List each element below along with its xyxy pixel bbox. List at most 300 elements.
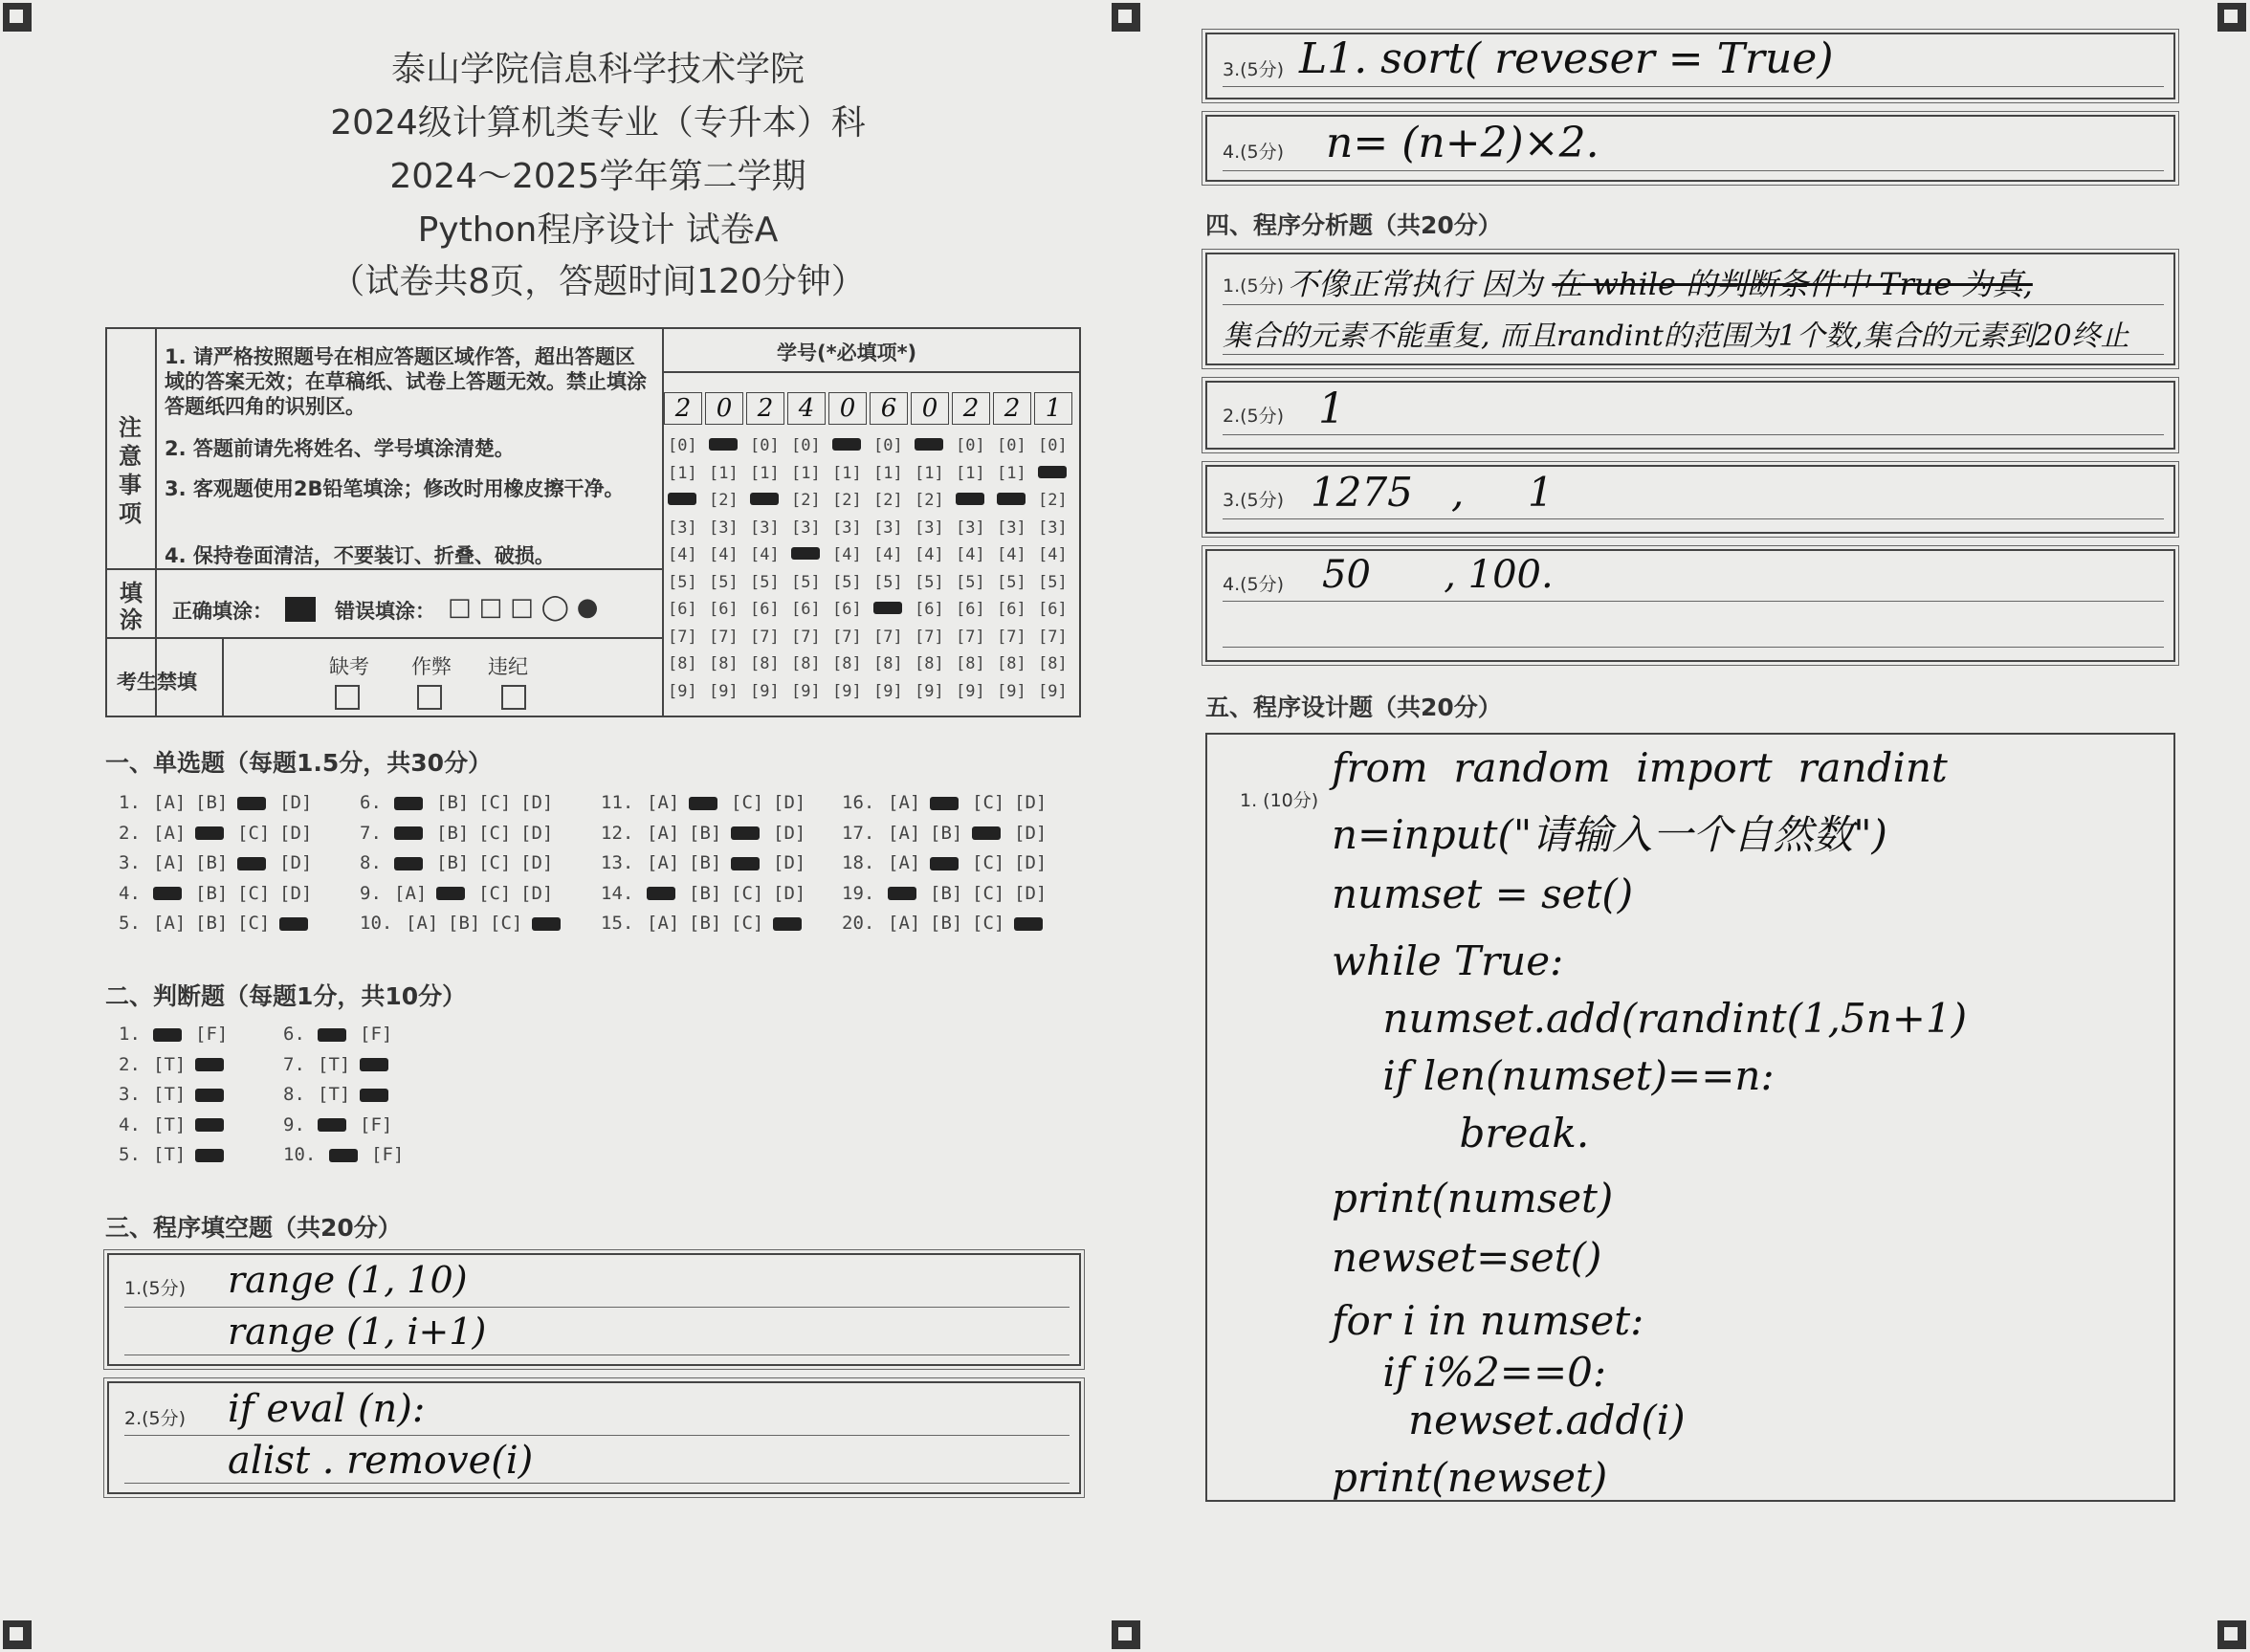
answer-bubble-filled[interactable] bbox=[195, 1058, 224, 1071]
school-title: 泰山学院信息科学技术学院 bbox=[390, 50, 805, 89]
student-id-bubble[interactable]: [6] bbox=[915, 600, 944, 619]
student-id-bubble[interactable]: [5] bbox=[1038, 572, 1068, 592]
answer-bubble[interactable]: [F] bbox=[195, 1024, 229, 1045]
code-line-2: n=input("请输入一个自然数") bbox=[1332, 811, 1887, 858]
answer-bubble[interactable]: [T] bbox=[153, 1113, 187, 1135]
notice-item-3: 3. 客观题使用2B铅笔填涂；修改时用橡皮擦干净。 bbox=[165, 477, 625, 500]
student-id-bubble[interactable]: [5] bbox=[956, 572, 985, 592]
student-id-bubble[interactable]: [7] bbox=[709, 627, 739, 647]
answer-bubble-filled[interactable] bbox=[930, 797, 959, 810]
answer-bubble[interactable]: [C] bbox=[237, 913, 271, 934]
answer-bubble[interactable]: [C] bbox=[731, 882, 764, 904]
answer-bubble[interactable]: [A] bbox=[406, 913, 439, 934]
student-id-column-7[interactable] bbox=[915, 436, 944, 709]
code-line-3: numset = set() bbox=[1332, 870, 1634, 917]
answer-bubble[interactable]: [B] bbox=[195, 792, 229, 813]
single-choice-q9[interactable]: 9. [A] [C] [D] bbox=[360, 882, 554, 904]
student-id-bubble[interactable]: [7] bbox=[832, 627, 862, 647]
corner-marker-top-center bbox=[1112, 3, 1140, 32]
fill-blank-box-3 bbox=[1205, 33, 2175, 99]
answer-bubble[interactable]: [C] bbox=[972, 792, 1005, 813]
answer-bubble-filled[interactable] bbox=[1014, 917, 1043, 931]
student-id-bubble[interactable]: [5] bbox=[832, 572, 862, 592]
answer-bubble[interactable]: [T] bbox=[318, 1084, 351, 1105]
answer-bubble[interactable]: [D] bbox=[1014, 792, 1048, 813]
student-id-bubble[interactable]: [8] bbox=[709, 654, 739, 673]
answer-bubble[interactable]: [B] bbox=[436, 822, 470, 844]
student-id-column-5[interactable] bbox=[832, 436, 862, 709]
student-id-bubble[interactable]: [9] bbox=[997, 681, 1026, 701]
answer-bubble[interactable]: [T] bbox=[153, 1084, 187, 1105]
answer-bubble-filled[interactable] bbox=[394, 857, 423, 870]
student-id-bubble[interactable]: [5] bbox=[873, 572, 903, 592]
answer-bubble-filled[interactable] bbox=[195, 1089, 224, 1102]
answer-bubble[interactable]: [D] bbox=[773, 852, 806, 873]
student-id-bubble[interactable]: [4] bbox=[873, 545, 903, 564]
analysis-label-1: 1.(5分) bbox=[1223, 275, 1285, 297]
student-id-bubble[interactable]: [3] bbox=[668, 518, 697, 538]
answer-bubble[interactable]: [C] bbox=[237, 822, 271, 844]
answer-bubble[interactable]: [A] bbox=[394, 882, 428, 904]
student-id-bubble[interactable]: [6] bbox=[997, 600, 1026, 619]
student-id-column-9[interactable] bbox=[997, 436, 1026, 709]
student-id-bubble[interactable]: [4] bbox=[668, 545, 697, 564]
answer-bubble[interactable]: [A] bbox=[153, 822, 187, 844]
answer-bubble-filled[interactable] bbox=[329, 1149, 358, 1162]
true-false-q7[interactable]: 7. [T] bbox=[283, 1054, 402, 1075]
student-id-bubble-filled[interactable] bbox=[873, 602, 902, 614]
answer-bubble[interactable]: [B] bbox=[930, 913, 963, 934]
answer-bubble-filled[interactable] bbox=[532, 917, 561, 931]
student-id-bubble-filled[interactable] bbox=[832, 438, 861, 451]
answer-bubble[interactable]: [D] bbox=[279, 792, 313, 813]
student-id-bubble[interactable]: [1] bbox=[873, 463, 903, 483]
student-id-bubble[interactable]: [3] bbox=[1038, 518, 1068, 538]
student-id-bubble-filled[interactable] bbox=[915, 438, 943, 451]
student-id-bubble[interactable]: [7] bbox=[1038, 627, 1068, 647]
single-choice-q8[interactable]: 8. [B] [C] [D] bbox=[360, 852, 554, 873]
fill-blank-box-2 bbox=[107, 1381, 1081, 1494]
student-id-bubble[interactable]: [4] bbox=[832, 545, 862, 564]
student-id-bubble[interactable]: [3] bbox=[709, 518, 739, 538]
answer-bubble-filled[interactable] bbox=[195, 826, 224, 840]
student-id-bubble[interactable]: [1] bbox=[915, 463, 944, 483]
student-id-column-1[interactable] bbox=[668, 436, 697, 709]
analysis-box-4 bbox=[1205, 549, 2175, 662]
single-choice-q6[interactable]: 6. [B] [C] [D] bbox=[360, 792, 554, 813]
fill-blank-label-2: 2.(5分) bbox=[124, 1408, 187, 1429]
student-id-bubble[interactable]: [1] bbox=[709, 463, 739, 483]
answer-bubble[interactable]: [C] bbox=[478, 882, 512, 904]
answer-bubble-filled[interactable] bbox=[394, 797, 423, 810]
student-id-bubble[interactable]: [8] bbox=[1038, 654, 1068, 673]
answer-bubble[interactable]: [D] bbox=[520, 882, 554, 904]
student-id-bubble[interactable]: [7] bbox=[997, 627, 1026, 647]
student-id-bubble[interactable]: [0] bbox=[791, 436, 821, 455]
student-id-bubble-filled[interactable] bbox=[750, 493, 779, 505]
single-choice-q13[interactable]: 13. [A] [B] [D] bbox=[601, 852, 806, 873]
answer-bubble[interactable]: [B] bbox=[930, 882, 963, 904]
student-id-bubble[interactable]: [9] bbox=[873, 681, 903, 701]
answer-bubble-filled[interactable] bbox=[318, 1028, 346, 1042]
answer-bubble[interactable]: [F] bbox=[360, 1113, 393, 1135]
code-line-7: break. bbox=[1332, 1110, 1590, 1156]
student-id-bubble-filled[interactable] bbox=[791, 547, 820, 560]
single-choice-q20[interactable]: 20. [A] [B] [C] bbox=[842, 913, 1056, 934]
student-id-digit-3: 2 bbox=[746, 392, 784, 425]
notice-box bbox=[105, 327, 1081, 717]
answer-bubble[interactable]: [A] bbox=[888, 822, 921, 844]
single-choice-q7[interactable]: 7. [B] [C] [D] bbox=[360, 822, 554, 844]
flag-absent-label: 缺考 bbox=[329, 655, 369, 678]
section-single-choice-title: 一、单选题（每题1.5分，共30分） bbox=[105, 749, 493, 777]
flag-violation-label: 违纪 bbox=[488, 655, 528, 678]
fill-blank-label-4: 4.(5分) bbox=[1223, 142, 1285, 163]
answer-bubble-filled[interactable] bbox=[773, 917, 802, 931]
student-id-bubble[interactable]: [7] bbox=[873, 627, 903, 647]
answer-bubble[interactable]: [D] bbox=[773, 882, 806, 904]
student-id-bubble[interactable]: [8] bbox=[915, 654, 944, 673]
fill-blank-box-1 bbox=[107, 1253, 1081, 1366]
answer-bubble[interactable]: [F] bbox=[360, 1024, 393, 1045]
answer-bubble[interactable]: [D] bbox=[520, 822, 554, 844]
code-line-5: numset.add(randint(1,5n+1) bbox=[1332, 995, 1968, 1042]
single-choice-q17[interactable]: 17. [A] [B] [D] bbox=[842, 822, 1048, 844]
true-false-q6[interactable]: 6. [F] bbox=[283, 1024, 393, 1045]
answer-bubble[interactable]: [B] bbox=[436, 852, 470, 873]
answer-bubble-filled[interactable] bbox=[647, 887, 675, 900]
analysis-1-crossed-out: 在 while 的判断条件中 True 为真, bbox=[1552, 266, 2033, 302]
analysis-4-answer: 50 , 100. bbox=[1322, 553, 1554, 597]
exam-side-label: 考生禁填 bbox=[117, 671, 197, 694]
answer-bubble-filled[interactable] bbox=[153, 1028, 182, 1042]
student-id-bubble[interactable]: [8] bbox=[750, 654, 780, 673]
single-choice-q14[interactable]: 14. [B] [C] [D] bbox=[601, 882, 806, 904]
student-id-bubble[interactable]: [8] bbox=[791, 654, 821, 673]
flag-cheat-checkbox[interactable] bbox=[417, 685, 442, 710]
student-id-digit-7: 0 bbox=[911, 392, 949, 425]
answer-bubble[interactable]: [C] bbox=[478, 822, 512, 844]
student-id-bubble-filled[interactable] bbox=[956, 493, 984, 505]
answer-bubble-filled[interactable] bbox=[237, 797, 266, 810]
answer-bubble-filled[interactable] bbox=[237, 857, 266, 870]
true-false-q4[interactable]: 4. [T] bbox=[119, 1114, 237, 1135]
student-id-bubble[interactable]: [0] bbox=[750, 436, 780, 455]
student-id-bubble[interactable]: [4] bbox=[1038, 545, 1068, 564]
student-id-bubble[interactable]: [9] bbox=[956, 681, 985, 701]
answer-bubble[interactable]: [A] bbox=[647, 792, 680, 813]
student-id-bubble[interactable]: [2] bbox=[873, 491, 903, 510]
answer-bubble[interactable]: [C] bbox=[972, 852, 1005, 873]
student-id-bubble[interactable]: [4] bbox=[956, 545, 985, 564]
code-line-4: while True: bbox=[1332, 937, 1564, 984]
student-id-bubble[interactable]: [4] bbox=[750, 545, 780, 564]
answer-bubble[interactable]: [D] bbox=[279, 852, 313, 873]
answer-bubble[interactable]: [D] bbox=[773, 822, 806, 844]
major-title: 2024级计算机类专业（专升本）科 bbox=[330, 103, 866, 143]
student-id-bubble[interactable]: [8] bbox=[997, 654, 1026, 673]
student-id-digit-8: 2 bbox=[952, 392, 990, 425]
answer-bubble[interactable]: [B] bbox=[195, 852, 229, 873]
true-false-q9[interactable]: 9. [F] bbox=[283, 1113, 393, 1135]
flag-violation-checkbox[interactable] bbox=[501, 685, 526, 710]
student-id-bubble[interactable]: [6] bbox=[1038, 600, 1068, 619]
answer-bubble[interactable]: [C] bbox=[478, 792, 512, 813]
answer-bubble[interactable]: [B] bbox=[448, 913, 481, 934]
student-id-bubble[interactable]: [0] bbox=[997, 436, 1026, 455]
student-id-bubble[interactable]: [4] bbox=[709, 545, 739, 564]
answer-bubble[interactable]: [C] bbox=[237, 882, 271, 904]
answer-bubble-filled[interactable] bbox=[318, 1118, 346, 1132]
answer-bubble-filled[interactable] bbox=[279, 917, 308, 931]
answer-bubble[interactable]: [B] bbox=[689, 852, 722, 873]
answer-bubble[interactable]: [C] bbox=[478, 852, 512, 873]
single-choice-q19[interactable]: 19. [B] [C] [D] bbox=[842, 882, 1048, 904]
student-id-column-8[interactable] bbox=[956, 436, 985, 709]
student-id-bubble[interactable]: [3] bbox=[873, 518, 903, 538]
student-id-bubble[interactable]: [1] bbox=[832, 463, 862, 483]
student-id-bubble[interactable]: [8] bbox=[832, 654, 862, 673]
answer-bubble[interactable]: [B] bbox=[195, 882, 229, 904]
fill-blank-label-3: 3.(5分) bbox=[1223, 59, 1285, 80]
student-id-bubble[interactable]: [9] bbox=[832, 681, 862, 701]
student-id-bubble[interactable]: [9] bbox=[668, 681, 697, 701]
student-id-bubble[interactable]: [2] bbox=[709, 491, 739, 510]
single-choice-q2[interactable]: 2. [A] [C] [D] bbox=[119, 822, 313, 844]
answer-bubble-filled[interactable] bbox=[930, 857, 959, 870]
student-id-bubble[interactable]: [7] bbox=[668, 627, 697, 647]
student-id-column-4[interactable] bbox=[791, 436, 821, 709]
student-id-bubble[interactable]: [9] bbox=[915, 681, 944, 701]
single-choice-q3[interactable]: 3. [A] [B] [D] bbox=[119, 852, 313, 873]
answer-bubble[interactable]: [B] bbox=[195, 913, 229, 934]
answer-bubble[interactable]: [B] bbox=[689, 822, 722, 844]
answer-bubble[interactable]: [D] bbox=[1014, 822, 1048, 844]
student-id-digit-6: 6 bbox=[870, 392, 908, 425]
student-id-bubble[interactable]: [1] bbox=[791, 463, 821, 483]
student-id-bubble[interactable]: [5] bbox=[997, 572, 1026, 592]
student-id-bubble[interactable]: [9] bbox=[791, 681, 821, 701]
student-id-bubble[interactable]: [4] bbox=[915, 545, 944, 564]
student-id-bubble[interactable]: [0] bbox=[873, 436, 903, 455]
answer-bubble[interactable]: [A] bbox=[647, 822, 680, 844]
answer-bubble[interactable]: [A] bbox=[888, 852, 921, 873]
answer-bubble[interactable]: [A] bbox=[888, 913, 921, 934]
true-false-q8[interactable]: 8. [T] bbox=[283, 1084, 402, 1105]
answer-bubble[interactable]: [B] bbox=[436, 792, 470, 813]
answer-bubble[interactable]: [D] bbox=[520, 852, 554, 873]
answer-bubble-filled[interactable] bbox=[731, 826, 760, 840]
answer-bubble-filled[interactable] bbox=[888, 887, 916, 900]
student-id-bubble[interactable]: [2] bbox=[915, 491, 944, 510]
student-id-column-3[interactable] bbox=[750, 436, 780, 709]
analysis-1-answer-start: 不像正常执行 因为 bbox=[1288, 266, 1543, 302]
student-id-bubble[interactable]: [1] bbox=[956, 463, 985, 483]
true-false-q1[interactable]: 1. [F] bbox=[119, 1024, 229, 1045]
fill-blank-4-answer: n= (n+2)×2. bbox=[1326, 119, 1599, 167]
student-id-bubble[interactable]: [1] bbox=[668, 463, 697, 483]
single-choice-q15[interactable]: 15. [A] [B] [C] bbox=[601, 913, 815, 934]
student-id-bubble[interactable]: [6] bbox=[791, 600, 821, 619]
single-choice-q5[interactable]: 5. [A] [B] [C] bbox=[119, 913, 321, 934]
student-id-bubble[interactable]: [6] bbox=[956, 600, 985, 619]
fill-blank-box-4 bbox=[1205, 115, 2175, 182]
answer-bubble-filled[interactable] bbox=[972, 826, 1001, 840]
answer-bubble[interactable]: [B] bbox=[689, 913, 722, 934]
fill-blank-2-answer-1: if eval (n): bbox=[228, 1387, 426, 1431]
answer-bubble-filled[interactable] bbox=[689, 797, 717, 810]
single-choice-q12[interactable]: 12. [A] [B] [D] bbox=[601, 822, 806, 844]
answer-bubble-filled[interactable] bbox=[360, 1089, 388, 1102]
analysis-3-answer: 1275 , 1 bbox=[1311, 469, 1554, 516]
code-line-10: for i in numset: bbox=[1332, 1297, 1644, 1344]
true-false-q3[interactable]: 3. [T] bbox=[119, 1084, 237, 1105]
student-id-bubble[interactable]: [0] bbox=[1038, 436, 1068, 455]
student-id-bubble-filled[interactable] bbox=[668, 493, 696, 505]
answer-bubble-filled[interactable] bbox=[153, 887, 182, 900]
single-choice-q18[interactable]: 18. [A] [C] [D] bbox=[842, 852, 1048, 873]
answer-bubble[interactable]: [A] bbox=[888, 792, 921, 813]
answer-bubble[interactable]: [T] bbox=[153, 1144, 187, 1165]
student-id-bubble-filled[interactable] bbox=[997, 493, 1026, 505]
student-id-bubble[interactable]: [0] bbox=[956, 436, 985, 455]
answer-bubble[interactable]: [B] bbox=[689, 882, 722, 904]
answer-bubble[interactable]: [D] bbox=[279, 882, 313, 904]
answer-bubble-filled[interactable] bbox=[436, 887, 465, 900]
corner-marker-bottom-left bbox=[3, 1620, 32, 1649]
answer-bubble-filled[interactable] bbox=[195, 1149, 224, 1162]
answer-bubble[interactable]: [C] bbox=[972, 913, 1005, 934]
student-id-bubble[interactable]: [5] bbox=[791, 572, 821, 592]
analysis-box-1 bbox=[1205, 253, 2175, 365]
section-true-false-title: 二、判断题（每题1分，共10分） bbox=[105, 982, 467, 1010]
student-id-label: 学号(*必填项*) bbox=[777, 341, 917, 364]
answer-bubble[interactable]: [T] bbox=[153, 1053, 187, 1075]
answer-bubble[interactable]: [A] bbox=[647, 852, 680, 873]
term-title: 2024～2025学年第二学期 bbox=[389, 157, 806, 196]
answer-bubble[interactable]: [D] bbox=[1014, 882, 1048, 904]
fill-blank-1-answer-1: range (1, 10) bbox=[228, 1259, 468, 1301]
student-id-bubble[interactable]: [9] bbox=[750, 681, 780, 701]
corner-marker-bottom-center bbox=[1112, 1620, 1140, 1649]
student-id-bubble[interactable]: [1] bbox=[750, 463, 780, 483]
answer-bubble[interactable]: [A] bbox=[153, 852, 187, 873]
student-id-bubble[interactable]: [8] bbox=[956, 654, 985, 673]
student-id-bubble[interactable]: [3] bbox=[832, 518, 862, 538]
true-false-q5[interactable]: 5. [T] bbox=[119, 1144, 237, 1165]
answer-bubble-filled[interactable] bbox=[731, 857, 760, 870]
code-line-9: newset=set() bbox=[1332, 1234, 1602, 1281]
student-id-column-2[interactable] bbox=[709, 436, 739, 709]
answer-bubble-filled[interactable] bbox=[360, 1058, 388, 1071]
student-id-bubble-filled[interactable] bbox=[709, 438, 738, 451]
student-id-bubble-filled[interactable] bbox=[1038, 466, 1067, 478]
student-id-bubble[interactable]: [3] bbox=[997, 518, 1026, 538]
fill-blank-1-answer-2: range (1, i+1) bbox=[228, 1311, 487, 1353]
student-id-bubble[interactable]: [6] bbox=[750, 600, 780, 619]
single-choice-q10[interactable]: 10. [A] [B] [C] bbox=[360, 913, 574, 934]
student-id-column-6[interactable] bbox=[873, 436, 903, 709]
notice-item-2: 2. 答题前请先将姓名、学号填涂清楚。 bbox=[165, 437, 515, 460]
corner-marker-bottom-right bbox=[2217, 1620, 2246, 1649]
answer-bubble[interactable]: [C] bbox=[972, 882, 1005, 904]
true-false-q10[interactable]: 10. [F] bbox=[283, 1144, 405, 1165]
student-id-bubble[interactable]: [6] bbox=[832, 600, 862, 619]
student-id-bubble[interactable]: [6] bbox=[668, 600, 697, 619]
answer-bubble[interactable]: [D] bbox=[279, 822, 313, 844]
student-id-bubble[interactable]: [5] bbox=[668, 572, 697, 592]
answer-bubble[interactable]: [F] bbox=[371, 1144, 405, 1165]
true-false-q2[interactable]: 2. [T] bbox=[119, 1054, 237, 1075]
answer-bubble[interactable]: [C] bbox=[731, 792, 764, 813]
student-id-column-10[interactable] bbox=[1038, 436, 1068, 709]
single-choice-q1[interactable]: 1. [A] [B] [D] bbox=[119, 792, 313, 813]
exam-info: （试卷共8页，答题时间120分钟） bbox=[330, 262, 866, 301]
student-id-bubble[interactable]: [7] bbox=[750, 627, 780, 647]
student-id-bubble[interactable]: [4] bbox=[997, 545, 1026, 564]
student-id-bubble[interactable]: [7] bbox=[956, 627, 985, 647]
student-id-bubble[interactable]: [3] bbox=[791, 518, 821, 538]
answer-bubble[interactable]: [D] bbox=[520, 792, 554, 813]
single-choice-q16[interactable]: 16. [A] [C] [D] bbox=[842, 792, 1048, 813]
course-title: Python程序设计 试卷A bbox=[417, 210, 779, 250]
student-id-bubble[interactable]: [3] bbox=[915, 518, 944, 538]
student-id-bubble[interactable]: [0] bbox=[668, 436, 697, 455]
answer-bubble[interactable]: [D] bbox=[1014, 852, 1048, 873]
answer-bubble[interactable]: [A] bbox=[153, 913, 187, 934]
student-id-bubble[interactable]: [9] bbox=[1038, 681, 1068, 701]
answer-bubble[interactable]: [A] bbox=[647, 913, 680, 934]
student-id-bubble[interactable]: [9] bbox=[709, 681, 739, 701]
analysis-label-4: 4.(5分) bbox=[1223, 574, 1285, 595]
student-id-bubble[interactable]: [2] bbox=[832, 491, 862, 510]
design-label-1: 1. (10分) bbox=[1240, 790, 1319, 811]
answer-bubble[interactable]: [A] bbox=[153, 792, 187, 813]
student-id-digit-4: 4 bbox=[787, 392, 826, 425]
answer-bubble[interactable]: [C] bbox=[731, 913, 764, 934]
code-line-6: if len(numset)==n: bbox=[1332, 1052, 1775, 1099]
student-id-bubble[interactable]: [5] bbox=[709, 572, 739, 592]
student-id-bubble[interactable]: [2] bbox=[1038, 491, 1068, 510]
answer-bubble-filled[interactable] bbox=[394, 826, 423, 840]
corner-marker-top-left bbox=[3, 3, 32, 32]
student-id-bubble[interactable]: [2] bbox=[791, 491, 821, 510]
flag-absent-checkbox[interactable] bbox=[335, 685, 360, 710]
answer-bubble[interactable]: [T] bbox=[318, 1053, 351, 1075]
code-line-11: if i%2==0: bbox=[1332, 1349, 1607, 1396]
answer-bubble[interactable]: [B] bbox=[930, 822, 963, 844]
student-id-bubble[interactable]: [7] bbox=[915, 627, 944, 647]
student-id-bubble[interactable]: [8] bbox=[873, 654, 903, 673]
student-id-bubble[interactable]: [3] bbox=[956, 518, 985, 538]
single-choice-q4[interactable]: 4. [B] [C] [D] bbox=[119, 882, 313, 904]
wrong-fill-label: 错误填涂： bbox=[335, 600, 435, 623]
analysis-box-3 bbox=[1205, 465, 2175, 534]
student-id-bubble[interactable]: [3] bbox=[750, 518, 780, 538]
student-id-bubble[interactable]: [5] bbox=[915, 572, 944, 592]
analysis-box-2 bbox=[1205, 381, 2175, 450]
student-id-bubble[interactable]: [8] bbox=[668, 654, 697, 673]
answer-bubble[interactable]: [C] bbox=[490, 913, 523, 934]
answer-bubble-filled[interactable] bbox=[195, 1118, 224, 1132]
student-id-bubble[interactable]: [6] bbox=[709, 600, 739, 619]
student-id-bubble[interactable]: [1] bbox=[997, 463, 1026, 483]
corner-marker-top-right bbox=[2217, 3, 2246, 32]
answer-bubble[interactable]: [D] bbox=[773, 792, 806, 813]
single-choice-q11[interactable]: 11. [A] [C] [D] bbox=[601, 792, 806, 813]
student-id-bubble[interactable]: [7] bbox=[791, 627, 821, 647]
student-id-bubble[interactable]: [5] bbox=[750, 572, 780, 592]
